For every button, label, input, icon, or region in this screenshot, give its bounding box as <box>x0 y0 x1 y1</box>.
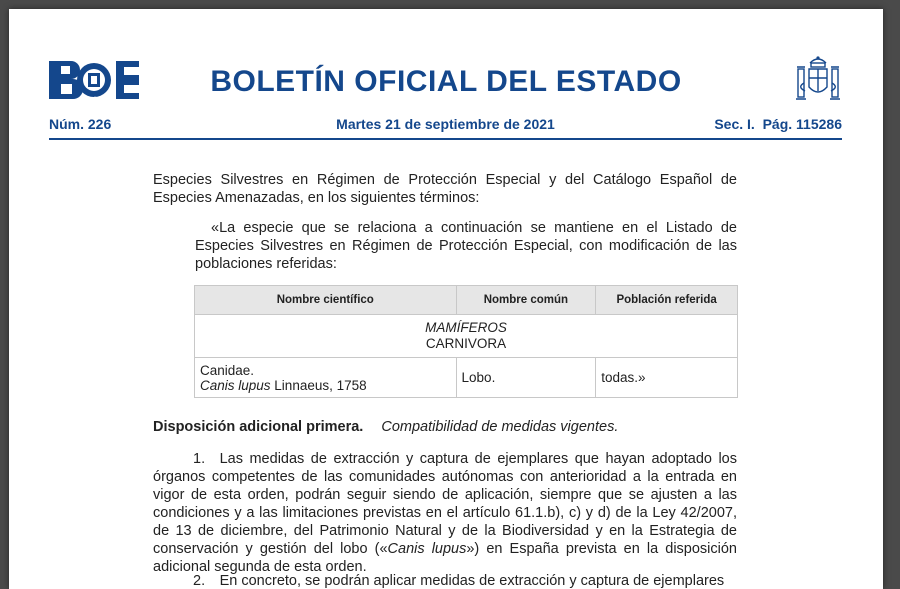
group-cell <box>195 315 738 358</box>
paragraph-1-text: 1. Las medidas de extracción y captura de ejemplares que hayan adoptado los órganos competentes de las comunidades autónomas con anterioridad a la entrada en vigor de esta orden, podrán seguir siendo de aplicación, siempre que se ajusten a las condiciones y a las limitaciones previstas en el artículo 61.1.b), c) y d) de la Ley 42/2007, de 13 de diciembre, del Patrimonio Natural y de la Biodiversidad y en la Estrategia de conservación y gestión del lobo (« <box>153 451 737 557</box>
header-population: Población referida <box>596 286 738 315</box>
table-header-row <box>195 286 738 315</box>
disposition-heading <box>153 419 618 435</box>
header-common-name: Nombre común <box>456 286 596 315</box>
paragraph-1-italic: Canis lupus <box>387 541 467 557</box>
document-page <box>9 9 883 589</box>
common-name-cell: Lobo. <box>456 358 596 398</box>
paragraph-1-end: ») en España prevista en la disposición adicional segunda de esta orden. <box>153 541 737 575</box>
header-info-row <box>49 116 842 140</box>
species-author: Linnaeus, 1758 <box>270 377 367 393</box>
disposition-subtitle: Compatibilidad de medidas vigentes. <box>381 419 619 435</box>
scientific-name-cell <box>195 358 457 398</box>
disposition-title: Disposición adicional primera. <box>153 419 364 435</box>
issue-number: Núm. 226 <box>49 116 112 132</box>
coat-of-arms-icon <box>795 53 841 105</box>
section-page: Sec. I. Pág. 115286 <box>714 116 842 132</box>
group-row <box>195 315 738 358</box>
group-class: MAMÍFEROS <box>425 320 507 335</box>
species-table <box>194 285 738 398</box>
quote-paragraph: «La especie que se relaciona a continuación se mantiene en el Listado de Especies Silvestres en Régimen de Protección Especial, con modificación de las poblaciones referidas: <box>195 220 737 272</box>
paragraph-2: 2. En concreto, se podrán aplicar medidas de extracción y captura de ejemplares <box>193 573 725 589</box>
header-scientific-name: Nombre científico <box>195 286 457 315</box>
species-name: Canis lupus <box>200 377 271 393</box>
population-cell: todas.» <box>596 358 738 398</box>
table-row <box>195 358 738 398</box>
intro-paragraph: Especies Silvestres en Régimen de Protección Especial y del Catálogo Español de Especies Amenazadas, en los siguientes términos: <box>153 172 737 206</box>
page-title: BOLETÍN OFICIAL DEL ESTADO <box>210 65 682 98</box>
boe-logo-text: BOE <box>94 97 97 98</box>
family-name: Canidae. <box>200 362 255 378</box>
issue-date: Martes 21 de septiembre de 2021 <box>336 116 555 132</box>
group-order: CARNIVORA <box>425 336 507 351</box>
paragraph-1 <box>153 450 737 576</box>
